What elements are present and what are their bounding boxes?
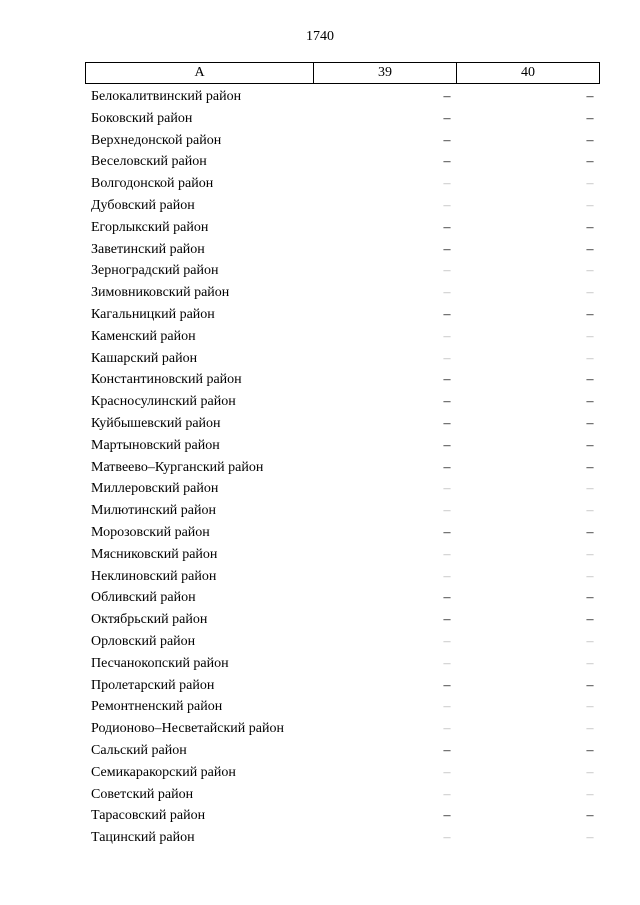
table-row <box>0 151 640 173</box>
value-col-40: – <box>586 263 594 279</box>
value-col-39: – <box>443 699 451 715</box>
district-name: Семикаракорский район <box>91 764 236 780</box>
value-col-39: – <box>443 350 451 366</box>
value-col-39: – <box>443 481 451 497</box>
table-row <box>0 675 640 697</box>
header-cell-a: А <box>86 63 314 83</box>
table-row <box>0 544 640 566</box>
value-col-39: – <box>443 786 451 802</box>
value-col-40: – <box>586 197 594 213</box>
table-header <box>85 62 600 84</box>
value-col-40: – <box>586 415 594 431</box>
value-col-39: – <box>443 459 451 475</box>
value-col-39: – <box>443 415 451 431</box>
district-name: Неклиновский район <box>91 568 217 584</box>
value-col-40: – <box>586 219 594 235</box>
table-row <box>0 566 640 588</box>
district-name: Веселовский район <box>91 154 207 170</box>
table-row <box>0 718 640 740</box>
value-col-39: – <box>443 612 451 628</box>
value-col-39: – <box>443 263 451 279</box>
value-col-39: – <box>443 655 451 671</box>
value-col-39: – <box>443 176 451 192</box>
value-col-40: – <box>586 437 594 453</box>
value-col-39: – <box>443 677 451 693</box>
value-col-40: – <box>586 306 594 322</box>
value-col-40: – <box>586 110 594 126</box>
value-col-40: – <box>586 328 594 344</box>
district-name: Константиновский район <box>91 372 242 388</box>
table-row <box>0 282 640 304</box>
district-name: Егорлыкский район <box>91 219 209 235</box>
value-col-39: – <box>443 394 451 410</box>
value-col-40: – <box>586 568 594 584</box>
value-col-40: – <box>586 677 594 693</box>
table-row <box>0 827 640 849</box>
value-col-40: – <box>586 285 594 301</box>
value-col-39: – <box>443 154 451 170</box>
district-name: Красносулинский район <box>91 394 236 410</box>
value-col-40: – <box>586 808 594 824</box>
table-row <box>0 326 640 348</box>
value-col-39: – <box>443 306 451 322</box>
district-name: Обливский район <box>91 590 196 606</box>
table-row <box>0 500 640 522</box>
value-col-39: – <box>443 437 451 453</box>
value-col-39: – <box>443 219 451 235</box>
table-row <box>0 413 640 435</box>
value-col-39: – <box>443 721 451 737</box>
value-col-40: – <box>586 590 594 606</box>
district-name: Кашарский район <box>91 350 198 366</box>
value-col-39: – <box>443 503 451 519</box>
table-row <box>0 653 640 675</box>
value-col-40: – <box>586 394 594 410</box>
table-row <box>0 478 640 500</box>
table-row <box>0 609 640 631</box>
value-col-39: – <box>443 524 451 540</box>
table-row <box>0 217 640 239</box>
district-name: Пролетарский район <box>91 677 215 693</box>
district-name: Боковский район <box>91 110 193 126</box>
value-col-39: – <box>443 89 451 104</box>
district-name: Волгодонской район <box>91 176 214 192</box>
table-row <box>0 740 640 762</box>
district-name: Заветинский район <box>91 241 205 257</box>
table-row <box>0 762 640 784</box>
table-row <box>0 173 640 195</box>
table-row <box>0 195 640 217</box>
value-col-39: – <box>443 372 451 388</box>
district-name: Куйбышевский район <box>91 415 221 431</box>
table-row <box>0 587 640 609</box>
table-row <box>0 304 640 326</box>
value-col-40: – <box>586 459 594 475</box>
value-col-39: – <box>443 764 451 780</box>
value-col-39: – <box>443 328 451 344</box>
table-row <box>0 369 640 391</box>
district-name: Зерноградский район <box>91 263 219 279</box>
district-name: Белокалитвинский район <box>91 89 242 104</box>
table-row <box>0 260 640 282</box>
table-body <box>0 86 640 849</box>
value-col-40: – <box>586 612 594 628</box>
district-name: Родионово–Несветайский район <box>91 721 284 737</box>
district-name: Милютинский район <box>91 503 217 519</box>
table-row <box>0 522 640 544</box>
table-row <box>0 348 640 370</box>
value-col-40: – <box>586 132 594 148</box>
value-col-39: – <box>443 285 451 301</box>
district-name: Морозовский район <box>91 524 210 540</box>
value-col-40: – <box>586 154 594 170</box>
district-name: Ремонтненский район <box>91 699 223 715</box>
value-col-40: – <box>586 830 594 846</box>
table-row <box>0 86 640 108</box>
district-name: Мясниковский район <box>91 546 218 562</box>
value-col-39: – <box>443 546 451 562</box>
table-row <box>0 108 640 130</box>
district-name: Кагальницкий район <box>91 306 215 322</box>
value-col-40: – <box>586 89 594 104</box>
value-col-40: – <box>586 503 594 519</box>
value-col-40: – <box>586 350 594 366</box>
value-col-40: – <box>586 481 594 497</box>
table-row <box>0 631 640 653</box>
district-name: Зимовниковский район <box>91 285 230 301</box>
value-col-40: – <box>586 176 594 192</box>
value-col-40: – <box>586 241 594 257</box>
value-col-40: – <box>586 372 594 388</box>
district-name: Каменский район <box>91 328 196 344</box>
value-col-40: – <box>586 546 594 562</box>
district-name: Октябрьский район <box>91 612 208 628</box>
value-col-40: – <box>586 524 594 540</box>
value-col-39: – <box>443 830 451 846</box>
district-name: Миллеровский район <box>91 481 219 497</box>
value-col-39: – <box>443 132 451 148</box>
value-col-40: – <box>586 633 594 649</box>
table-row <box>0 696 640 718</box>
district-name: Сальский район <box>91 742 187 758</box>
district-name: Верхнедонской район <box>91 132 222 148</box>
header-cell-39: 39 <box>314 63 457 83</box>
value-col-39: – <box>443 633 451 649</box>
district-name: Дубовский район <box>91 197 195 213</box>
table-row <box>0 239 640 261</box>
value-col-40: – <box>586 655 594 671</box>
value-col-40: – <box>586 786 594 802</box>
district-name: Орловский район <box>91 633 196 649</box>
table-row <box>0 435 640 457</box>
value-col-40: – <box>586 721 594 737</box>
value-col-39: – <box>443 197 451 213</box>
value-col-39: – <box>443 590 451 606</box>
value-col-39: – <box>443 568 451 584</box>
district-name: Тацинский район <box>91 830 195 846</box>
value-col-39: – <box>443 110 451 126</box>
district-name: Песчанокопский район <box>91 655 229 671</box>
page-number: 1740 <box>306 29 334 44</box>
district-name: Тарасовский район <box>91 808 206 824</box>
value-col-39: – <box>443 808 451 824</box>
value-col-40: – <box>586 764 594 780</box>
value-col-39: – <box>443 241 451 257</box>
district-name: Мартыновский район <box>91 437 220 453</box>
header-cell-40: 40 <box>521 65 535 80</box>
table-row <box>0 805 640 827</box>
value-col-39: – <box>443 742 451 758</box>
table-row <box>0 457 640 479</box>
table-row <box>0 784 640 806</box>
value-col-40: – <box>586 699 594 715</box>
district-name: Матвеево–Курганский район <box>91 459 264 475</box>
table-row <box>0 391 640 413</box>
value-col-40: – <box>586 742 594 758</box>
district-name: Советский район <box>91 786 194 802</box>
table-row <box>0 130 640 152</box>
